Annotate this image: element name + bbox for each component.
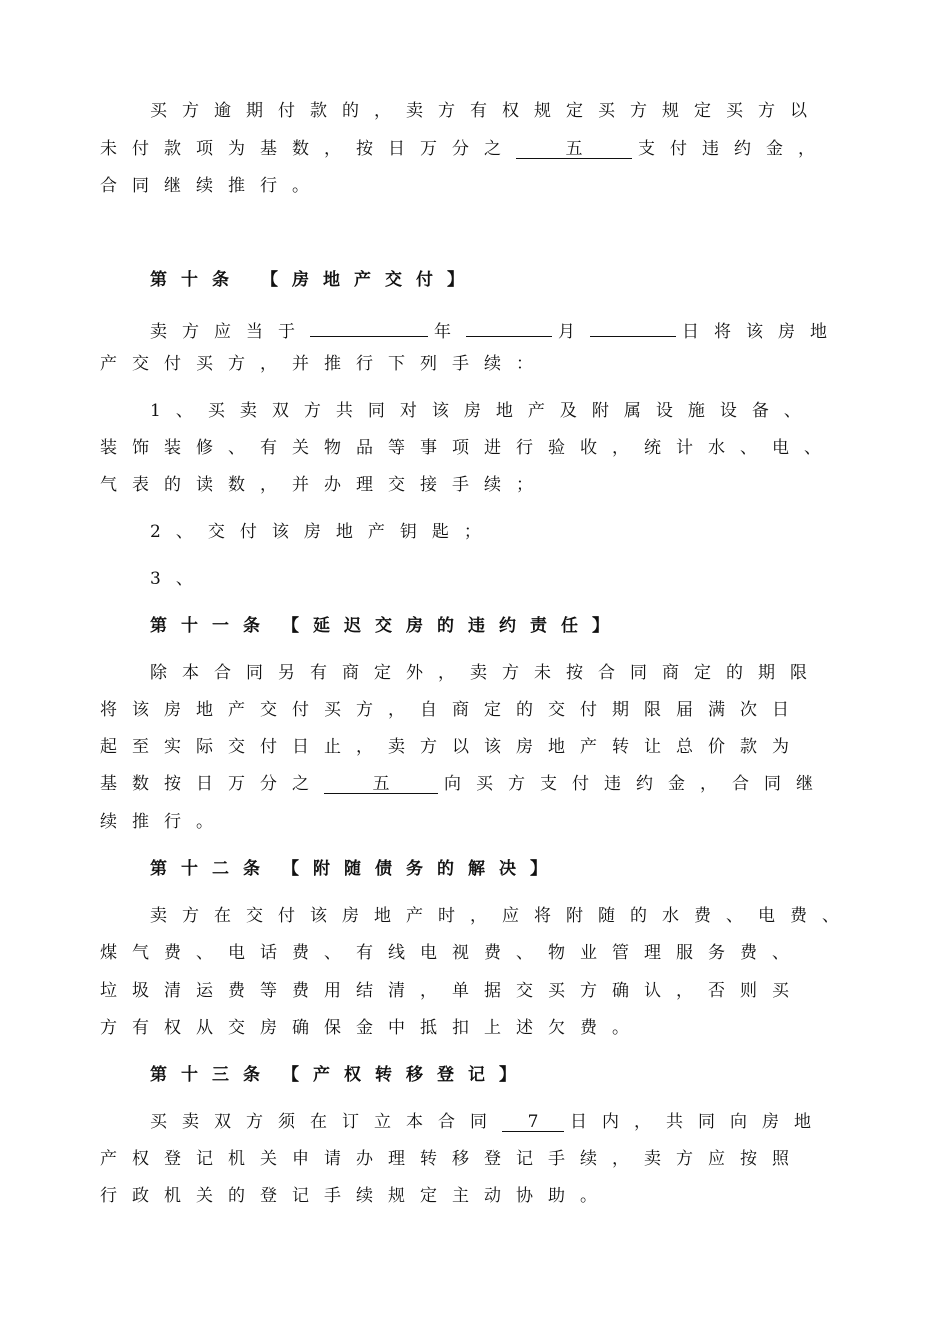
paragraph-line xyxy=(100,175,324,197)
paragraph-line xyxy=(150,1111,826,1133)
clause-heading xyxy=(150,269,478,291)
text: 日将该房地 xyxy=(682,322,842,342)
paragraph-line xyxy=(100,474,548,496)
fill-blank-year xyxy=(310,316,428,337)
fill-blank-days: 7 xyxy=(502,1111,564,1132)
paragraph-line xyxy=(100,699,804,721)
list-item xyxy=(150,521,496,543)
clause-number: 第十二条 xyxy=(150,859,274,879)
text: 日内，共同向房地 xyxy=(570,1112,826,1132)
paragraph-line xyxy=(100,1148,804,1170)
paragraph-line xyxy=(100,773,828,795)
paragraph-line xyxy=(150,100,822,122)
text: 方有权从交房确保金中抵扣上述欠费。 xyxy=(100,1018,644,1038)
text: 月 xyxy=(558,322,590,342)
text: 未付款项为基数，按日万分之 xyxy=(100,139,516,159)
clause-heading xyxy=(150,858,561,880)
text: 年 xyxy=(434,322,466,342)
paragraph-line xyxy=(100,353,548,375)
text: 向买方支付违约金，合同继 xyxy=(444,774,828,794)
text: 装饰装修、有关物品等事项进行验收，统计水、电、 xyxy=(100,438,836,458)
clause-number: 第十三条 xyxy=(150,1065,274,1085)
clause-title: 【产权转移登记】 xyxy=(282,1065,530,1085)
text: 卖方应当于 xyxy=(150,322,310,342)
text: 2、交付该房地产钥匙； xyxy=(150,522,496,542)
text: 合同继续推行。 xyxy=(100,176,324,196)
list-item xyxy=(150,568,208,590)
text: 起至实际交付日止，卖方以该房地产转让总价款为 xyxy=(100,737,804,757)
text: 产交付买方，并推行下列手续： xyxy=(100,354,548,374)
paragraph-line xyxy=(100,1017,644,1039)
clause-title: 【房地产交付】 xyxy=(261,270,478,290)
paragraph-line xyxy=(100,1185,612,1207)
paragraph-line xyxy=(150,662,822,684)
text: 气表的读数，并办理交接手续； xyxy=(100,475,548,495)
paragraph-line xyxy=(150,316,842,343)
clause-heading xyxy=(150,1064,530,1086)
text: 行政机关的登记手续规定主动协助。 xyxy=(100,1186,612,1206)
text: 买卖双方须在订立本合同 xyxy=(150,1112,502,1132)
text: 基数按日万分之 xyxy=(100,774,324,794)
text: 3、 xyxy=(150,569,208,589)
paragraph-line xyxy=(100,811,228,833)
text: 续推行。 xyxy=(100,812,228,832)
text: 垃圾清运费等费用结清，单据交买方确认，否则买 xyxy=(100,981,804,1001)
text: 除本合同另有商定外，卖方未按合同商定的期限 xyxy=(150,663,822,683)
text: 卖方在交付该房地产时，应将附随的水费、电费、 xyxy=(150,906,854,926)
text: 产权登记机关申请办理转移登记手续，卖方应按照 xyxy=(100,1149,804,1169)
text: 支付违约金， xyxy=(638,139,830,159)
paragraph-line xyxy=(100,138,830,160)
fill-blank-month xyxy=(466,316,552,337)
paragraph-line xyxy=(100,980,804,1002)
clause-title: 【附随债务的解决】 xyxy=(282,859,561,879)
text: 煤气费、电话费、有线电视费、物业管理服务费、 xyxy=(100,943,804,963)
text: 买方逾期付款的，卖方有权规定买方规定买方以 xyxy=(150,101,822,121)
paragraph-line xyxy=(100,736,804,758)
list-item xyxy=(150,400,816,422)
fill-blank-rate: 五 xyxy=(516,138,632,159)
paragraph-line xyxy=(150,905,854,927)
fill-blank-day xyxy=(590,316,676,337)
text: 将该房地产交付买方，自商定的交付期限届满次日 xyxy=(100,700,804,720)
clause-number: 第十一条 xyxy=(150,616,274,636)
clause-heading xyxy=(150,615,623,637)
clause-number: 第十条 xyxy=(150,270,243,290)
text: 1、买卖双方共同对该房地产及附属设施设备、 xyxy=(150,401,816,421)
paragraph-line xyxy=(100,942,804,964)
fill-blank-rate: 五 xyxy=(324,773,438,794)
paragraph-line xyxy=(100,437,836,459)
clause-title: 【延迟交房的违约责任】 xyxy=(282,616,623,636)
